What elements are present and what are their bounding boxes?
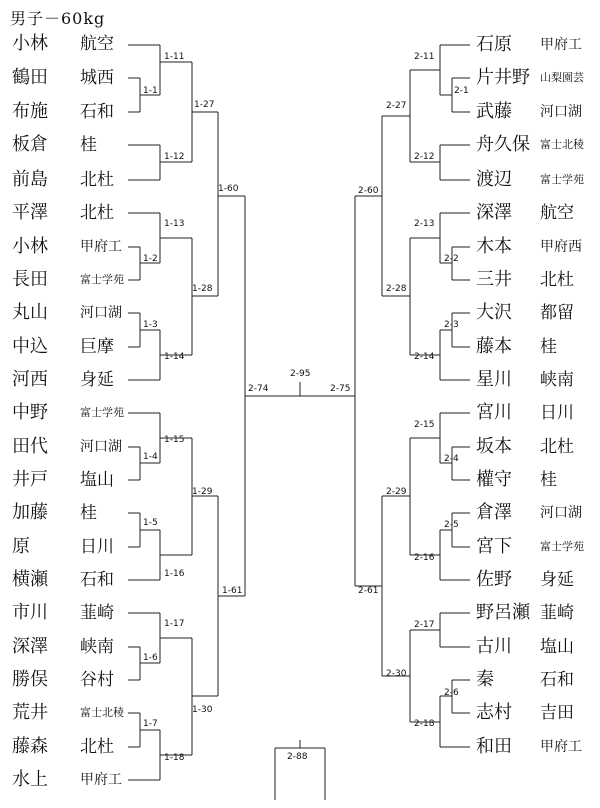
- left-athlete-name: 原: [12, 536, 30, 557]
- match-label-m1-3: 1-3: [143, 320, 158, 330]
- right-athlete-name: 坂本: [476, 436, 512, 457]
- right-athlete-name: 舟久保: [476, 134, 530, 155]
- match-label-m2-3: 2-3: [444, 320, 459, 330]
- right-athlete-school: 塩山: [540, 637, 574, 657]
- match-label-m2-29: 2-29: [386, 487, 407, 497]
- left-athlete-name: 市川: [12, 602, 48, 623]
- match-label-m1-18: 1-18: [164, 753, 185, 763]
- left-athlete-name: 小林: [12, 33, 48, 54]
- left-athlete-name: 中込: [12, 336, 48, 357]
- right-athlete-name: 木本: [476, 236, 512, 257]
- left-athlete-school: 峡南: [80, 637, 114, 657]
- match-label-m1-15: 1-15: [164, 435, 185, 445]
- match-label-m1-11: 1-11: [164, 52, 185, 62]
- left-athlete-school: 身延: [80, 370, 114, 390]
- left-athlete-name: 長田: [12, 269, 48, 290]
- left-athlete-school: 日川: [80, 537, 114, 557]
- match-label-m1-61: 1-61: [222, 586, 243, 596]
- right-athlete-name: 古川: [476, 636, 512, 657]
- left-athlete-name: 深澤: [12, 636, 48, 657]
- match-label-m2-11: 2-11: [414, 52, 435, 62]
- left-athlete-name: 藤森: [12, 736, 48, 757]
- left-athlete-school: 甲府工: [80, 239, 122, 255]
- left-athlete-school: 谷村: [80, 670, 114, 690]
- match-label-m2-15: 2-15: [414, 420, 435, 430]
- right-athlete-name: 武藤: [476, 101, 512, 122]
- right-athlete-school: 吉田: [540, 703, 574, 723]
- match-label-m1-74: 2-74: [248, 384, 269, 394]
- match-label-m2-30: 2-30: [386, 669, 407, 679]
- right-athlete-name: 星川: [476, 369, 512, 390]
- right-athlete-name: 三井: [476, 269, 512, 290]
- left-athlete-name: 鶴田: [12, 67, 48, 88]
- right-athlete-school: 甲府西: [540, 239, 582, 255]
- right-athlete-name: 渡辺: [476, 169, 512, 190]
- page-title: 男子－60kg: [10, 9, 106, 28]
- match-label-m2-18: 2-18: [414, 719, 435, 729]
- left-athlete-name: 板倉: [12, 134, 48, 155]
- left-athlete-school: 富士北稜: [80, 706, 124, 719]
- match-label-m2-28: 2-28: [386, 284, 407, 294]
- match-label-final: 2-95: [290, 369, 311, 379]
- right-athlete-school: 富士学苑: [540, 173, 584, 186]
- match-label-m1-16: 1-16: [164, 569, 185, 579]
- left-athlete-name: 水上: [12, 769, 48, 790]
- left-athlete-name: 布施: [12, 101, 48, 122]
- match-label-m2-12: 2-12: [414, 152, 435, 162]
- match-label-m2-1: 2-1: [454, 86, 469, 96]
- right-athlete-school: 身延: [540, 570, 574, 590]
- match-label-m2-27: 2-27: [386, 101, 407, 111]
- left-athlete-school: 河口湖: [80, 305, 122, 321]
- right-athlete-school: 都留: [540, 303, 574, 323]
- right-athlete-school: 日川: [540, 403, 574, 423]
- match-label-m1-13: 1-13: [164, 219, 185, 229]
- left-athlete-school: 北杜: [80, 203, 114, 223]
- left-athlete-name: 加藤: [12, 502, 48, 523]
- right-athlete-name: 藤本: [476, 336, 512, 357]
- right-athlete-name: 片井野: [476, 67, 530, 88]
- left-athlete-school: 河口湖: [80, 439, 122, 455]
- match-label-m2-17: 2-17: [414, 620, 435, 630]
- match-label-m2-4: 2-4: [444, 454, 459, 464]
- right-athlete-name: 志村: [476, 702, 512, 723]
- right-athlete-school: 北杜: [540, 270, 574, 290]
- match-label-m1-2: 1-2: [143, 254, 158, 264]
- right-athlete-name: 倉澤: [476, 502, 512, 523]
- left-athlete-school: 石和: [80, 102, 114, 122]
- match-label-m1-28: 1-28: [192, 284, 213, 294]
- right-athlete-school: 航空: [540, 203, 574, 223]
- right-athlete-name: 佐野: [476, 569, 512, 590]
- right-athlete-school: 山梨園芸: [540, 71, 584, 84]
- match-label-m1-6: 1-6: [143, 653, 158, 663]
- left-athlete-name: 田代: [12, 436, 48, 457]
- left-athlete-name: 丸山: [12, 302, 48, 323]
- match-label-m2-16: 2-16: [414, 553, 435, 563]
- match-label-third: 2-88: [287, 752, 308, 762]
- match-label-m1-29: 1-29: [192, 487, 213, 497]
- left-athlete-school: 甲府工: [80, 772, 122, 788]
- right-athlete-school: 石和: [540, 670, 574, 690]
- right-athlete-name: 秦: [476, 669, 494, 690]
- right-athlete-school: 北杜: [540, 437, 574, 457]
- right-athlete-school: 桂: [540, 337, 557, 357]
- match-label-m1-14: 1-14: [164, 352, 185, 362]
- left-athlete-name: 小林: [12, 236, 48, 257]
- right-athlete-name: 權守: [476, 469, 512, 490]
- right-athlete-school: 甲府工: [540, 37, 582, 53]
- right-athlete-school: 峡南: [540, 370, 574, 390]
- left-athlete-school: 北杜: [80, 737, 114, 757]
- right-athlete-school: 河口湖: [540, 505, 582, 521]
- right-athlete-name: 野呂瀬: [476, 602, 530, 623]
- left-athlete-name: 平澤: [12, 202, 48, 223]
- match-label-m1-60: 1-60: [218, 184, 239, 194]
- left-athlete-name: 河西: [12, 369, 48, 390]
- right-athlete-name: 和田: [476, 736, 512, 757]
- left-athlete-school: 富士学苑: [80, 273, 124, 286]
- right-athlete-name: 大沢: [476, 302, 512, 323]
- match-label-m2-2: 2-2: [444, 254, 459, 264]
- left-athlete-school: 塩山: [80, 470, 114, 490]
- match-label-m2-14: 2-14: [414, 352, 435, 362]
- left-athlete-name: 前島: [12, 169, 48, 190]
- match-label-m1-4: 1-4: [143, 452, 158, 462]
- right-athlete-school: 富士北稜: [540, 138, 584, 151]
- right-athlete-school: 富士学苑: [540, 540, 584, 553]
- left-athlete-school: 巨摩: [80, 337, 114, 357]
- left-athlete-school: 北杜: [80, 170, 114, 190]
- match-label-m1-5: 1-5: [143, 518, 158, 528]
- right-athlete-name: 深澤: [476, 202, 512, 223]
- right-athlete-school: 甲府工: [540, 739, 582, 755]
- left-athlete-school: 石和: [80, 570, 114, 590]
- right-athlete-name: 宮川: [476, 402, 512, 423]
- match-label-m2-6: 2-6: [444, 688, 459, 698]
- left-athlete-name: 横瀬: [12, 569, 48, 590]
- match-label-m2-61: 2-61: [358, 586, 379, 596]
- match-label-m2-75: 2-75: [330, 384, 351, 394]
- right-athlete-name: 石原: [476, 34, 512, 55]
- left-athlete-school: 城西: [80, 68, 114, 88]
- match-label-m2-13: 2-13: [414, 219, 435, 229]
- left-athlete-school: 桂: [80, 503, 97, 523]
- left-athlete-name: 荒井: [12, 702, 48, 723]
- match-label-m1-30: 1-30: [192, 705, 213, 715]
- right-athlete-school: 韮崎: [540, 603, 574, 623]
- left-athlete-school: 桂: [80, 135, 97, 155]
- match-label-m2-60: 2-60: [358, 186, 379, 196]
- match-label-m1-1: 1-1: [143, 86, 158, 96]
- left-athlete-name: 井戸: [12, 469, 48, 490]
- left-athlete-school: 航空: [80, 34, 114, 54]
- left-athlete-name: 中野: [12, 402, 48, 423]
- match-label-m1-17: 1-17: [164, 619, 185, 629]
- match-label-m2-5: 2-5: [444, 520, 459, 530]
- right-athlete-name: 宮下: [476, 536, 512, 557]
- match-label-m1-7: 1-7: [143, 719, 158, 729]
- right-athlete-school: 河口湖: [540, 104, 582, 120]
- left-athlete-school: 韮崎: [80, 603, 114, 623]
- right-athlete-school: 桂: [540, 470, 557, 490]
- left-athlete-name: 勝俣: [12, 669, 48, 690]
- left-athlete-school: 富士学苑: [80, 406, 124, 419]
- match-label-m1-27: 1-27: [194, 100, 215, 110]
- match-label-m1-12: 1-12: [164, 152, 185, 162]
